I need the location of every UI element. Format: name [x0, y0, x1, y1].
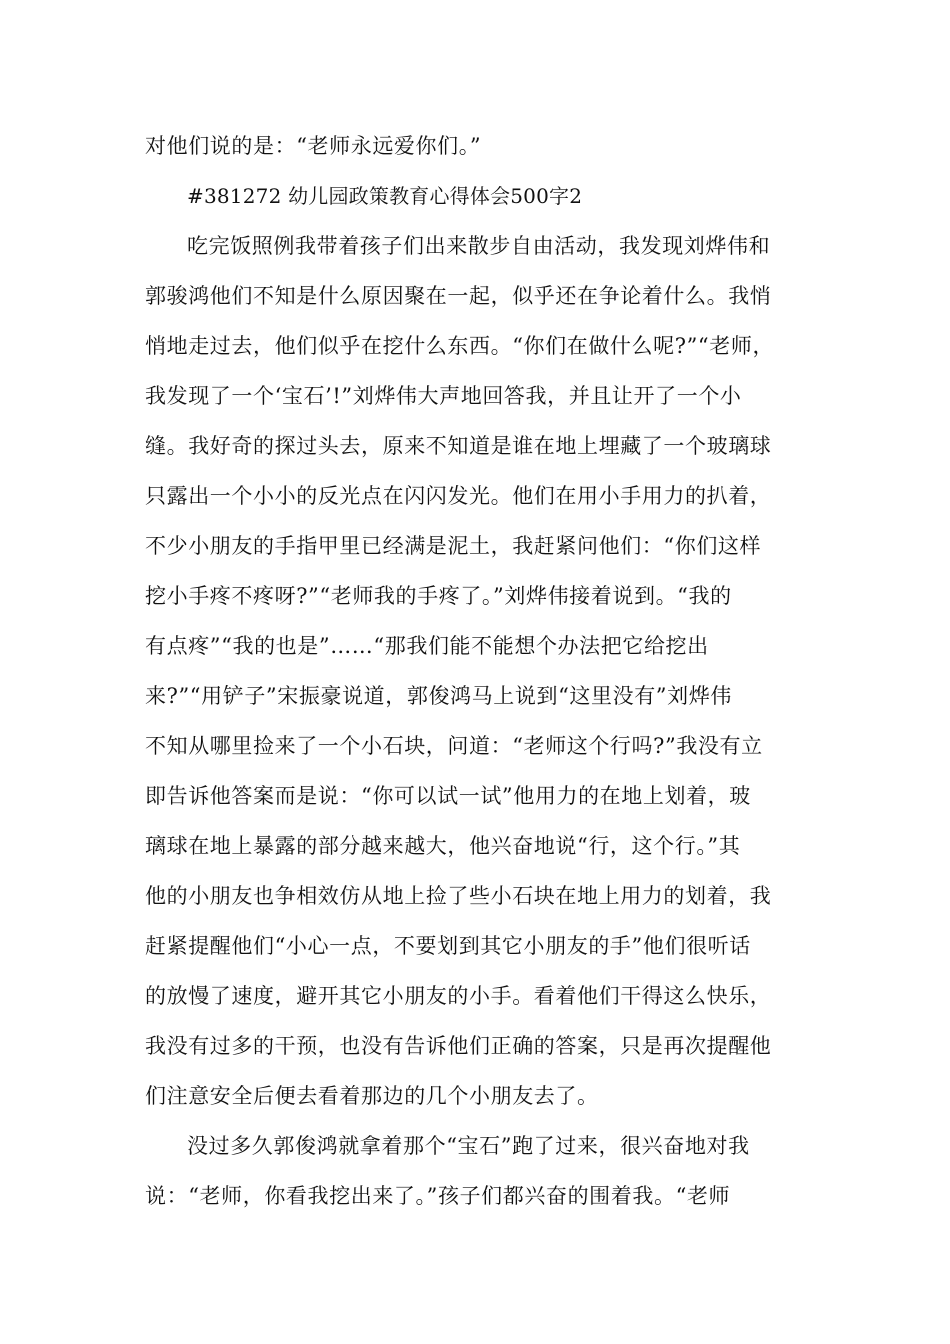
- text-line: 对他们说的是：“老师永远爱你们。”: [145, 134, 482, 158]
- document-body: [145, 128, 809, 1228]
- text-line: 悄地走过去，他们似乎在挖什么东西。“你们在做什么呢?”“老师，: [145, 334, 775, 358]
- section-heading: #381272 幼儿园政策教育心得体会500字2: [187, 184, 583, 208]
- text-line: 说：“老师，你看我挖出来了。”孩子们都兴奋的围着我。“老师: [145, 1184, 731, 1208]
- text-line: 缝。我好奇的探过头去，原来不知道是谁在地上埋藏了一个玻璃球: [145, 434, 772, 458]
- text-line: 吃完饭照例我带着孩子们出来散步自由活动，我发现刘烨伟和: [187, 234, 771, 258]
- text-line: 他的小朋友也争相效仿从地上捡了些小石块在地上用力的划着，我: [145, 884, 772, 908]
- text-line: 郭骏鸿他们不知是什么原因聚在一起，似乎还在争论着什么。我悄: [145, 284, 772, 308]
- text-line: 有点疼”“我的也是”……“那我们能不能想个办法把它给挖出: [145, 634, 709, 658]
- text-line: 不知从哪里捡来了一个小石块，问道：“老师这个行吗?”我没有立: [145, 734, 763, 758]
- text-line: 我没有过多的干预，也没有告诉他们正确的答案，只是再次提醒他: [145, 1034, 772, 1058]
- text-line: 只露出一个小小的反光点在闪闪发光。他们在用小手用力的扒着，: [145, 484, 772, 508]
- text-line: 来?”“用铲子”宋振豪说道，郭俊鸿马上说到“这里没有”刘烨伟: [145, 684, 732, 708]
- text-line: 不少小朋友的手指甲里已经满是泥土，我赶紧问他们：“你们这样: [145, 534, 762, 558]
- text-line: 我发现了一个‘宝石’!”刘烨伟大声地回答我，并且让开了一个小: [145, 384, 742, 408]
- text-line: 挖小手疼不疼呀?”“老师我的手疼了。”刘烨伟接着说到。“我的: [145, 584, 732, 608]
- text-line: 没过多久郭俊鸿就拿着那个“宝石”跑了过来，很兴奋地对我: [187, 1134, 750, 1158]
- text-line: 即告诉他答案而是说：“你可以试一试”他用力的在地上划着，玻: [145, 784, 751, 808]
- text-line: 璃球在地上暴露的部分越来越大，他兴奋地说“行，这个行。”其: [145, 834, 741, 858]
- text-line: 们注意安全后便去看着那边的几个小朋友去了。: [145, 1084, 599, 1108]
- text-line: 的放慢了速度，避开其它小朋友的小手。看着他们干得这么快乐，: [145, 984, 772, 1008]
- text-line: 赶紧提醒他们“小心一点，不要划到其它小朋友的手”他们很听话: [145, 934, 751, 958]
